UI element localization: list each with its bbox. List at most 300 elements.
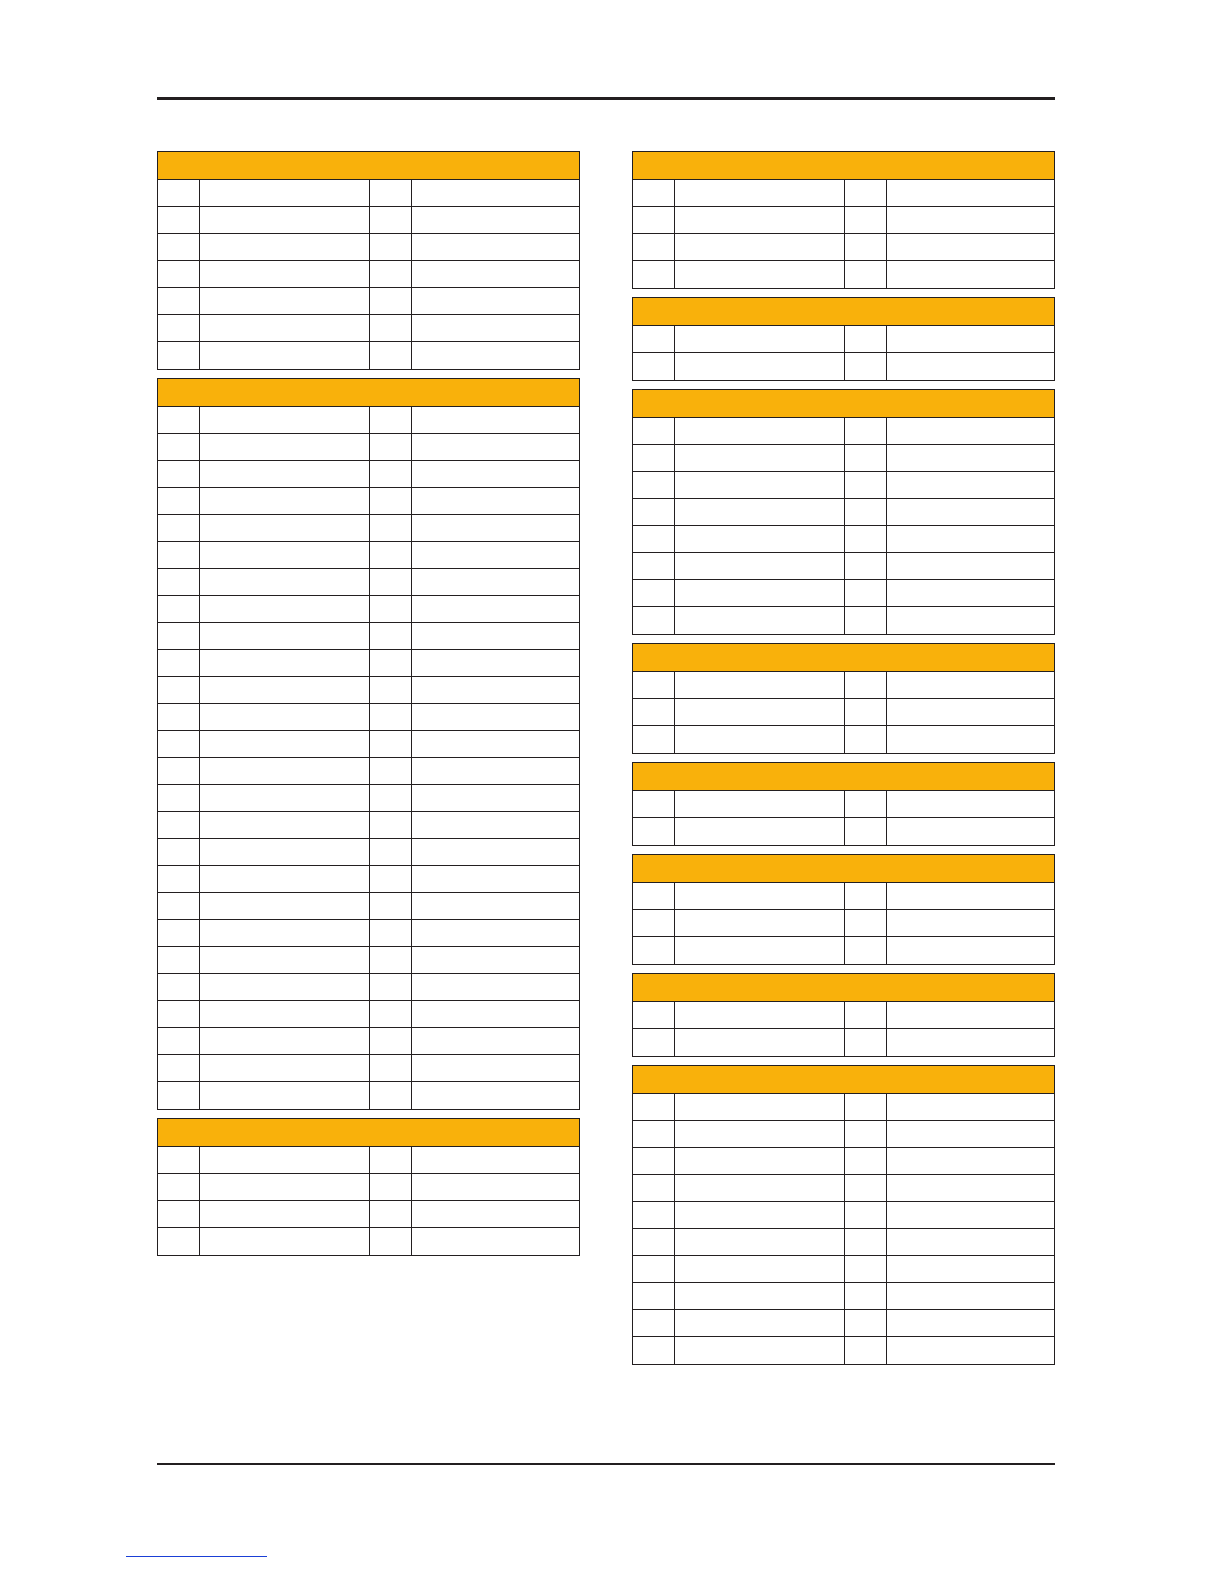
name-cell: [412, 1201, 579, 1227]
code-cell: [845, 1202, 887, 1228]
name-cell: [200, 1228, 370, 1255]
name-cell: [412, 342, 579, 369]
right-column: [632, 151, 1055, 1373]
code-cell: [633, 261, 675, 288]
code-cell: [633, 526, 675, 552]
name-cell: [412, 461, 579, 487]
code-cell: [633, 1229, 675, 1255]
table-row: [158, 342, 579, 369]
code-cell: [633, 353, 675, 380]
name-cell: [675, 1121, 845, 1147]
table-row: [158, 1174, 579, 1201]
name-cell: [412, 704, 579, 730]
name-cell: [675, 726, 845, 753]
code-cell: [158, 677, 200, 703]
table-row: [158, 1201, 579, 1228]
code-cell: [845, 883, 887, 909]
code-cell: [633, 326, 675, 352]
table-row: [633, 326, 1054, 353]
name-cell: [200, 785, 370, 811]
code-cell: [633, 1029, 675, 1056]
code-cell: [158, 1147, 200, 1173]
table-row: [158, 207, 579, 234]
header-rule: [157, 97, 1055, 100]
name-cell: [200, 920, 370, 946]
code-cell: [158, 1201, 200, 1227]
table-row: [158, 488, 579, 515]
table-row: [158, 785, 579, 812]
name-cell: [412, 180, 579, 206]
code-cell: [845, 672, 887, 698]
code-cell: [158, 785, 200, 811]
name-cell: [412, 596, 579, 622]
code-cell: [845, 207, 887, 233]
code-cell: [845, 553, 887, 579]
name-cell: [200, 1055, 370, 1081]
code-cell: [370, 893, 412, 919]
table-row: [633, 1256, 1054, 1283]
name-cell: [200, 180, 370, 206]
code-cell: [158, 488, 200, 514]
name-cell: [412, 542, 579, 568]
name-cell: [887, 1148, 1054, 1174]
code-cell: [370, 515, 412, 541]
name-cell: [675, 207, 845, 233]
code-cell: [370, 1055, 412, 1081]
name-cell: [200, 974, 370, 1000]
code-cell: [370, 704, 412, 730]
table-row: [633, 818, 1054, 845]
code-cell: [633, 937, 675, 964]
code-cell: [158, 342, 200, 369]
name-cell: [887, 1094, 1054, 1120]
table-row: [158, 288, 579, 315]
code-cell: [158, 974, 200, 1000]
name-cell: [412, 677, 579, 703]
table-row: [633, 580, 1054, 607]
code-cell: [370, 596, 412, 622]
table-row: [158, 1001, 579, 1028]
name-cell: [887, 1256, 1054, 1282]
name-cell: [887, 883, 1054, 909]
code-cell: [158, 758, 200, 784]
code-cell: [370, 407, 412, 433]
table-row: [633, 883, 1054, 910]
code-table-header: [158, 379, 579, 407]
name-cell: [412, 866, 579, 892]
code-cell: [158, 461, 200, 487]
name-cell: [887, 445, 1054, 471]
code-cell: [633, 699, 675, 725]
code-table-header: [633, 855, 1054, 883]
table-row: [158, 650, 579, 677]
code-cell: [370, 434, 412, 460]
code-cell: [633, 1121, 675, 1147]
code-cell: [158, 731, 200, 757]
name-cell: [412, 1147, 579, 1173]
name-cell: [675, 1310, 845, 1336]
name-cell: [200, 839, 370, 865]
code-cell: [633, 418, 675, 444]
name-cell: [200, 488, 370, 514]
code-cell: [158, 434, 200, 460]
code-cell: [845, 699, 887, 725]
code-cell: [845, 937, 887, 964]
code-cell: [370, 1228, 412, 1255]
code-table-header: [633, 644, 1054, 672]
code-cell: [370, 261, 412, 287]
name-cell: [200, 623, 370, 649]
table-row: [633, 1229, 1054, 1256]
code-cell: [633, 553, 675, 579]
code-cell: [845, 580, 887, 606]
table-row: [158, 515, 579, 542]
name-cell: [200, 947, 370, 973]
name-cell: [887, 499, 1054, 525]
name-cell: [412, 785, 579, 811]
code-cell: [370, 488, 412, 514]
table-row: [158, 920, 579, 947]
code-cell: [845, 526, 887, 552]
table-row: [633, 526, 1054, 553]
code-cell: [370, 785, 412, 811]
code-cell: [633, 1094, 675, 1120]
code-cell: [845, 1175, 887, 1201]
name-cell: [412, 488, 579, 514]
name-cell: [887, 553, 1054, 579]
table-row: [633, 553, 1054, 580]
name-cell: [675, 261, 845, 288]
table-row: [158, 866, 579, 893]
name-cell: [200, 434, 370, 460]
name-cell: [412, 920, 579, 946]
name-cell: [200, 461, 370, 487]
table-row: [633, 499, 1054, 526]
footer-link-underline[interactable]: [126, 1556, 267, 1557]
code-cell: [845, 1337, 887, 1364]
name-cell: [887, 818, 1054, 845]
name-cell: [412, 515, 579, 541]
name-cell: [200, 542, 370, 568]
code-cell: [845, 910, 887, 936]
code-table-header: [633, 298, 1054, 326]
name-cell: [675, 499, 845, 525]
table-row: [158, 569, 579, 596]
name-cell: [412, 1001, 579, 1027]
table-row: [633, 1121, 1054, 1148]
code-cell: [633, 791, 675, 817]
code-table-header: [633, 1066, 1054, 1094]
code-cell: [158, 1028, 200, 1054]
table-row: [633, 1310, 1054, 1337]
code-cell: [158, 650, 200, 676]
code-cell: [370, 542, 412, 568]
code-cell: [845, 726, 887, 753]
code-cell: [370, 1174, 412, 1200]
code-cell: [370, 569, 412, 595]
name-cell: [887, 1229, 1054, 1255]
name-cell: [675, 1283, 845, 1309]
name-cell: [412, 1174, 579, 1200]
name-cell: [412, 1055, 579, 1081]
name-cell: [887, 234, 1054, 260]
name-cell: [200, 677, 370, 703]
table-row: [158, 947, 579, 974]
code-table: [632, 973, 1055, 1057]
code-table: [632, 297, 1055, 381]
name-cell: [887, 580, 1054, 606]
code-cell: [633, 1202, 675, 1228]
name-cell: [412, 893, 579, 919]
code-cell: [845, 607, 887, 634]
name-cell: [675, 1337, 845, 1364]
name-cell: [200, 893, 370, 919]
table-row: [158, 1028, 579, 1055]
table-row: [633, 1337, 1054, 1364]
code-cell: [845, 1256, 887, 1282]
name-cell: [675, 445, 845, 471]
code-table-header: [633, 152, 1054, 180]
name-cell: [200, 288, 370, 314]
name-cell: [200, 650, 370, 676]
name-cell: [887, 180, 1054, 206]
name-cell: [412, 315, 579, 341]
name-cell: [675, 1029, 845, 1056]
table-row: [633, 726, 1054, 753]
code-cell: [370, 650, 412, 676]
code-cell: [845, 499, 887, 525]
name-cell: [887, 791, 1054, 817]
name-cell: [412, 407, 579, 433]
code-cell: [633, 207, 675, 233]
code-cell: [845, 1283, 887, 1309]
name-cell: [200, 261, 370, 287]
table-row: [158, 434, 579, 461]
code-cell: [633, 818, 675, 845]
code-cell: [158, 569, 200, 595]
name-cell: [675, 1175, 845, 1201]
table-row: [633, 180, 1054, 207]
code-cell: [370, 839, 412, 865]
code-cell: [633, 910, 675, 936]
name-cell: [675, 1256, 845, 1282]
name-cell: [675, 1229, 845, 1255]
name-cell: [412, 1082, 579, 1109]
name-cell: [412, 569, 579, 595]
name-cell: [887, 1029, 1054, 1056]
code-cell: [370, 1147, 412, 1173]
footer-rule: [157, 1463, 1055, 1465]
code-table: [632, 762, 1055, 846]
code-table-header: [633, 763, 1054, 791]
code-cell: [370, 342, 412, 369]
table-row: [158, 758, 579, 785]
code-cell: [158, 315, 200, 341]
table-row: [158, 180, 579, 207]
name-cell: [887, 526, 1054, 552]
code-cell: [633, 1002, 675, 1028]
code-cell: [845, 1148, 887, 1174]
name-cell: [412, 1028, 579, 1054]
code-cell: [633, 472, 675, 498]
name-cell: [887, 1121, 1054, 1147]
name-cell: [887, 672, 1054, 698]
name-cell: [887, 472, 1054, 498]
code-cell: [633, 672, 675, 698]
name-cell: [675, 1148, 845, 1174]
code-cell: [370, 315, 412, 341]
code-table: [632, 643, 1055, 754]
name-cell: [675, 699, 845, 725]
code-cell: [158, 812, 200, 838]
name-cell: [200, 866, 370, 892]
name-cell: [887, 607, 1054, 634]
code-cell: [158, 207, 200, 233]
name-cell: [412, 758, 579, 784]
code-cell: [845, 1121, 887, 1147]
name-cell: [887, 326, 1054, 352]
name-cell: [412, 839, 579, 865]
code-cell: [158, 866, 200, 892]
name-cell: [412, 288, 579, 314]
name-cell: [412, 434, 579, 460]
table-row: [158, 407, 579, 434]
code-table-header: [158, 152, 579, 180]
code-cell: [845, 791, 887, 817]
name-cell: [200, 1174, 370, 1200]
name-cell: [675, 818, 845, 845]
name-cell: [887, 1202, 1054, 1228]
name-cell: [887, 1283, 1054, 1309]
name-cell: [675, 791, 845, 817]
code-cell: [158, 407, 200, 433]
table-row: [633, 472, 1054, 499]
code-cell: [370, 947, 412, 973]
code-cell: [633, 883, 675, 909]
name-cell: [200, 207, 370, 233]
name-cell: [675, 607, 845, 634]
name-cell: [675, 234, 845, 260]
name-cell: [412, 1228, 579, 1255]
name-cell: [675, 910, 845, 936]
table-row: [158, 1228, 579, 1255]
name-cell: [200, 596, 370, 622]
code-cell: [370, 461, 412, 487]
code-cell: [633, 180, 675, 206]
code-cell: [158, 1001, 200, 1027]
name-cell: [412, 234, 579, 260]
name-cell: [200, 1147, 370, 1173]
code-cell: [845, 1002, 887, 1028]
name-cell: [675, 526, 845, 552]
code-cell: [370, 920, 412, 946]
name-cell: [412, 623, 579, 649]
name-cell: [200, 407, 370, 433]
table-row: [158, 1055, 579, 1082]
code-cell: [845, 818, 887, 845]
name-cell: [675, 180, 845, 206]
name-cell: [887, 1310, 1054, 1336]
code-cell: [845, 353, 887, 380]
code-cell: [158, 234, 200, 260]
code-cell: [370, 1082, 412, 1109]
table-row: [158, 839, 579, 866]
code-cell: [633, 1337, 675, 1364]
name-cell: [200, 1201, 370, 1227]
name-cell: [675, 418, 845, 444]
table-row: [633, 910, 1054, 937]
table-row: [158, 261, 579, 288]
table-row: [158, 812, 579, 839]
name-cell: [675, 553, 845, 579]
code-cell: [370, 812, 412, 838]
code-cell: [370, 758, 412, 784]
code-cell: [158, 515, 200, 541]
table-row: [633, 261, 1054, 288]
code-table: [632, 1065, 1055, 1365]
name-cell: [887, 937, 1054, 964]
name-cell: [200, 1082, 370, 1109]
table-row: [633, 1148, 1054, 1175]
code-cell: [633, 1256, 675, 1282]
name-cell: [200, 704, 370, 730]
table-row: [158, 893, 579, 920]
name-cell: [200, 234, 370, 260]
code-cell: [845, 1029, 887, 1056]
code-cell: [158, 1174, 200, 1200]
code-cell: [633, 1283, 675, 1309]
code-cell: [158, 180, 200, 206]
code-cell: [158, 623, 200, 649]
code-cell: [158, 288, 200, 314]
name-cell: [200, 515, 370, 541]
name-cell: [675, 580, 845, 606]
code-cell: [633, 607, 675, 634]
name-cell: [675, 353, 845, 380]
name-cell: [887, 1337, 1054, 1364]
code-cell: [370, 207, 412, 233]
code-table: [632, 151, 1055, 289]
table-row: [633, 672, 1054, 699]
code-cell: [633, 499, 675, 525]
name-cell: [412, 207, 579, 233]
table-row: [158, 731, 579, 758]
code-cell: [370, 623, 412, 649]
table-row: [633, 1202, 1054, 1229]
code-cell: [370, 1028, 412, 1054]
table-row: [633, 1283, 1054, 1310]
code-cell: [633, 234, 675, 260]
name-cell: [887, 726, 1054, 753]
code-cell: [845, 1094, 887, 1120]
table-row: [158, 974, 579, 1001]
code-cell: [845, 261, 887, 288]
table-row: [633, 353, 1054, 380]
code-cell: [845, 180, 887, 206]
name-cell: [887, 699, 1054, 725]
code-cell: [370, 974, 412, 1000]
table-row: [158, 623, 579, 650]
code-cell: [158, 920, 200, 946]
name-cell: [675, 883, 845, 909]
code-cell: [158, 596, 200, 622]
name-cell: [887, 1175, 1054, 1201]
table-row: [633, 791, 1054, 818]
table-row: [158, 677, 579, 704]
code-cell: [633, 445, 675, 471]
code-cell: [633, 1310, 675, 1336]
table-row: [633, 1002, 1054, 1029]
